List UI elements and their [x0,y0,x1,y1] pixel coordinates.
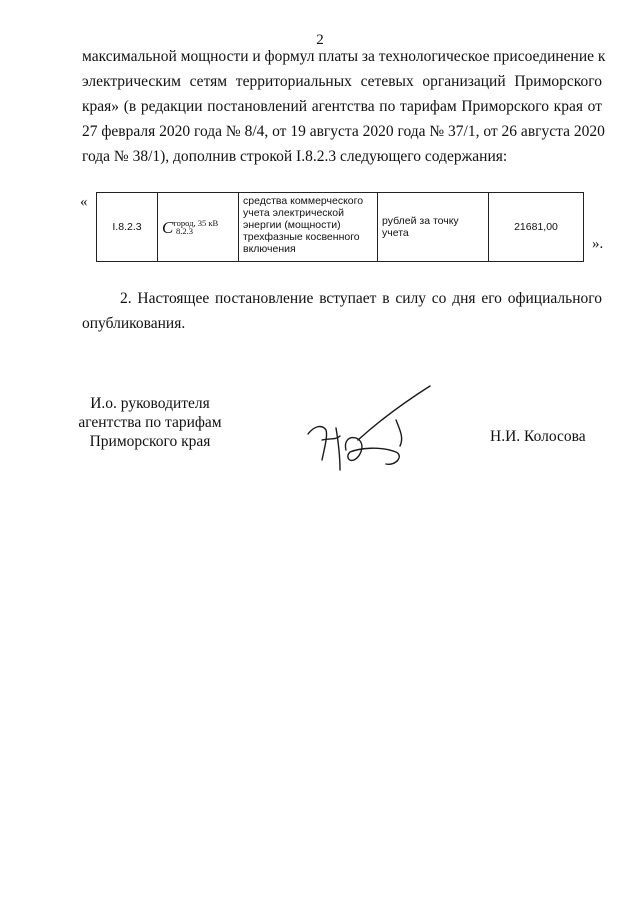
intro-line: электрическим сетям территориальных сетевых организаций Приморского [82,73,602,90]
row-description: средства коммерческого учета электрической энергии (мощности) трехфазные косвенного включения [239,193,378,262]
tariff-table [96,192,584,262]
symbol-subscript: 8.2.3 [176,226,193,236]
closing-quote: ». [592,236,604,252]
intro-line: края» (в редакции постановлений агентства по тарифам Приморского края от [82,98,602,115]
point-2-line: 2. Настоящее постановление вступает в силу со дня его официального [120,290,602,307]
intro-line: 27 февраля 2020 года № 8/4, от 19 августа 2020 года № 37/1, от 26 августа 2020 [82,123,605,140]
signatory-name: Н.И. Колосова [490,428,586,445]
point-2-line: опубликования. [82,315,186,332]
row-unit: рублей за точку учета [378,193,489,262]
rate-symbol [158,193,239,262]
table-row [97,193,584,262]
intro-line: года № 38/1), дополнив строкой I.8.2.3 следующего содержания: [82,148,508,165]
intro-line: максимальной мощности и формул платы за технологическое присоединение к [82,48,606,65]
signatory-title-line: агентства по тарифам [78,414,222,431]
symbol-letter: C [162,218,174,237]
row-code: I.8.2.3 [97,193,158,262]
signatory-title-line: И.о. руководителя [90,395,210,412]
symbol-superscript: город, 35 кВ [173,218,219,228]
signatory-title-line: Приморского края [89,433,211,450]
handwritten-signature [300,380,440,490]
opening-quote: « [80,194,88,210]
page-number: 2 [316,32,324,48]
point-2-paragraph [82,286,602,336]
intro-paragraph [82,44,606,169]
row-value: 21681,00 [489,193,584,262]
signatory-title [60,394,240,451]
